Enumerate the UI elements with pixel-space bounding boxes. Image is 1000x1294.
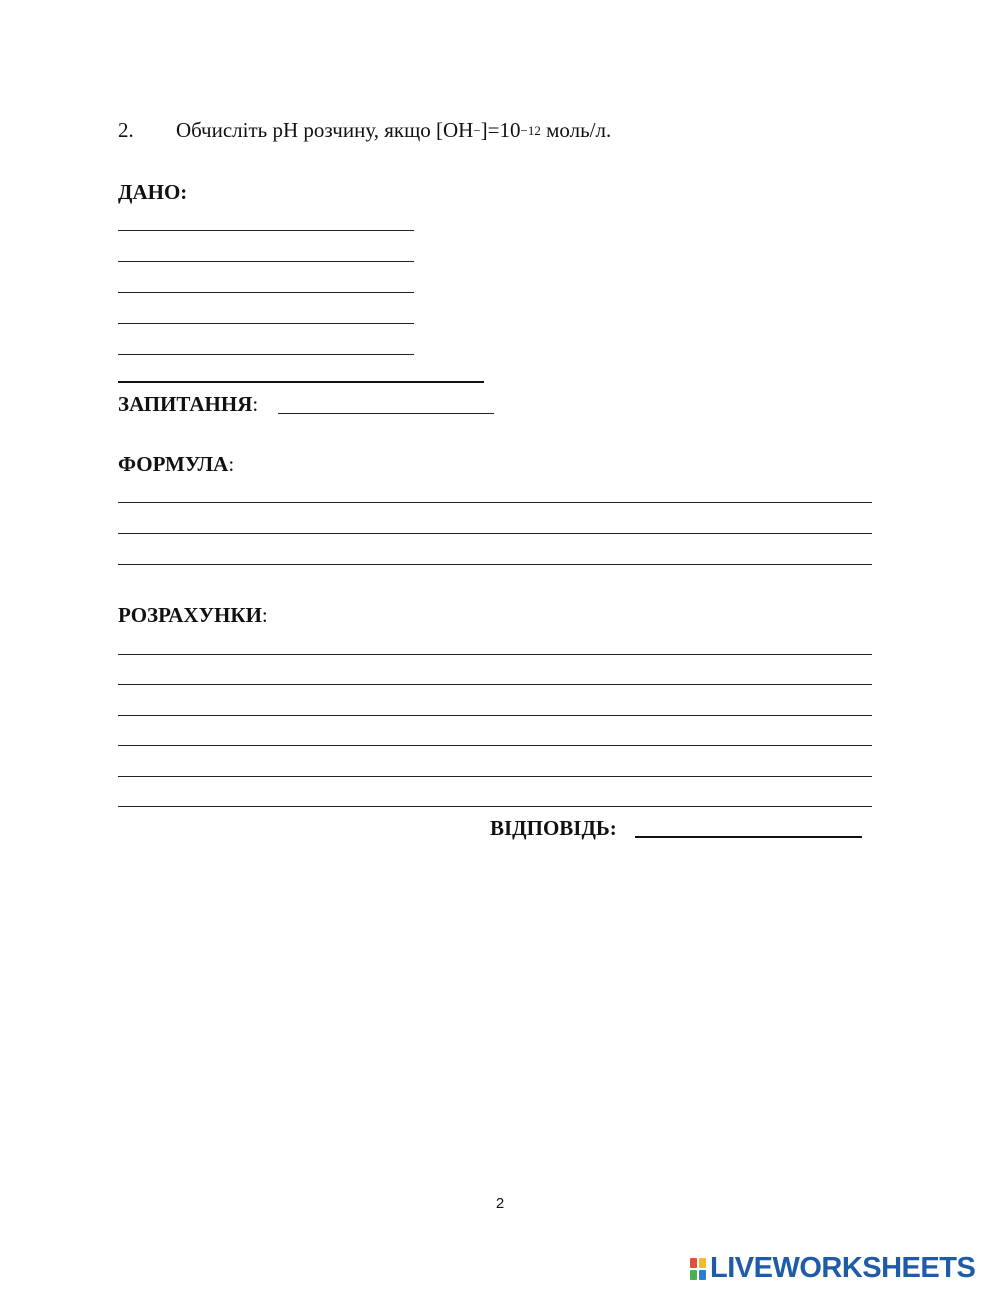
liveworksheets-logo-icon <box>690 1258 706 1280</box>
calculations-answer-line[interactable] <box>118 745 872 746</box>
given-answer-line[interactable] <box>118 323 414 324</box>
task-text-middle: ]=10 <box>480 118 521 142</box>
brand-name: LIVEWORKSHEETS <box>710 1252 976 1284</box>
given-separator-line <box>118 381 484 383</box>
given-answer-line[interactable] <box>118 354 414 355</box>
task-text-before: Обчисліть pH розчину, якщо [OH <box>176 118 474 142</box>
page-number: 2 <box>495 1195 505 1212</box>
formula-answer-line[interactable] <box>118 502 872 503</box>
calculations-answer-line[interactable] <box>118 684 872 685</box>
hydroxide-charge: − <box>473 123 481 138</box>
question-label: ЗАПИТАННЯ <box>118 392 253 416</box>
question-row <box>118 392 258 417</box>
calculations-answer-line[interactable] <box>118 776 872 777</box>
given-answer-line[interactable] <box>118 292 414 293</box>
calculations-colon: : <box>261 603 268 627</box>
task-number: 2. <box>118 118 134 142</box>
question-answer-line[interactable] <box>278 413 494 414</box>
formula-row <box>118 452 234 477</box>
liveworksheets-logo <box>690 1252 975 1285</box>
concentration-exponent: −12 <box>520 123 541 138</box>
calculations-answer-line[interactable] <box>118 806 872 807</box>
calculations-label: РОЗРАХУНКИ <box>118 603 262 627</box>
calculations-row <box>118 603 268 628</box>
answer-input-line[interactable] <box>635 836 862 838</box>
formula-colon: : <box>228 452 235 476</box>
formula-label: ФОРМУЛА <box>118 452 229 476</box>
formula-answer-line[interactable] <box>118 564 872 565</box>
calculations-answer-line[interactable] <box>118 654 872 655</box>
task-text-after: моль/л. <box>540 118 612 142</box>
question-colon: : <box>252 392 259 416</box>
logo-square <box>690 1258 697 1268</box>
formula-answer-line[interactable] <box>118 533 872 534</box>
logo-square <box>699 1270 706 1280</box>
logo-square <box>699 1258 706 1268</box>
given-label: ДАНО: <box>118 180 188 204</box>
logo-square <box>690 1270 697 1280</box>
given-answer-line[interactable] <box>118 261 414 262</box>
task-statement <box>118 118 611 143</box>
calculations-answer-line[interactable] <box>118 715 872 716</box>
answer-label: ВІДПОВІДЬ: <box>490 816 617 840</box>
given-answer-line[interactable] <box>118 230 414 231</box>
